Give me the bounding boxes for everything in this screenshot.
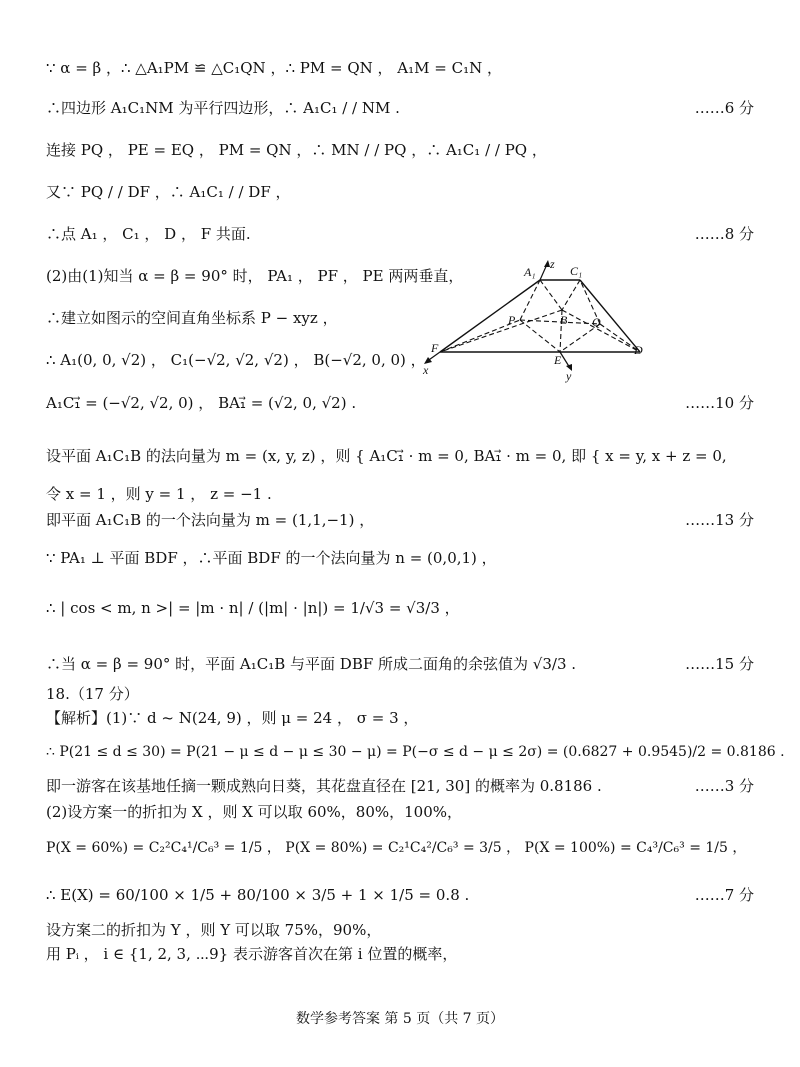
- text-line: ∴ | cos < m, n >| = |m · n| / (|m| · |n|) = 1/√3 = √3/3 ，: [46, 599, 460, 617]
- score-mark: ……13 分: [685, 511, 754, 529]
- text-line: ∴建立如图示的空间直角坐标系 P − xyz ，: [46, 309, 338, 327]
- label-z: z: [550, 258, 555, 271]
- geometry-figure: [420, 258, 660, 383]
- text-line: P(X = 60%) = C₂²C₄¹/C₆³ = 1/5 ， P(X = 80%) = C₂¹C₄²/C₆³ = 3/5 ， P(X = 100%) = C₄³/C₆³ = 1/5 ，: [46, 840, 747, 856]
- page-footer: 数学参考答案 第 5 页（共 7 页）: [295, 1011, 505, 1027]
- text-line: ∴ P(21 ≤ d ≤ 30) = P(21 − μ ≤ d − μ ≤ 30 − μ) = P(−σ ≤ d − μ ≤ 2σ) = (0.6827 + 0.9545)/2 = 0.8186 .: [46, 744, 785, 760]
- label-p: P: [508, 313, 516, 327]
- score-mark: ……8 分: [694, 225, 754, 243]
- text-line: 设方案二的折扣为 Y ，则 Y 可以取 75%，90%，: [46, 921, 382, 939]
- text-line: (2)由(1)知当 α = β = 90° 时， PA₁ ， PF ， PE 两两垂直，: [46, 267, 464, 285]
- text-line: ∴ A₁(0, 0, √2) ， C₁(−√2, √2, √2) ， B(−√2, 0, 0) ，: [46, 351, 426, 369]
- text-line: 又∵ PQ / / DF ，∴ A₁C₁ / / DF ，: [46, 183, 291, 201]
- question-number: 18.（17 分）: [46, 685, 139, 703]
- text-line: ∴当 α = β = 90° 时，平面 A₁C₁B 与平面 DBF 所成二面角的余弦值为 √3/3 .: [46, 655, 577, 673]
- text-line: 即一游客在该基地任摘一颗成熟向日葵，其花盘直径在 [21, 30] 的概率为 0.8186 .: [46, 777, 602, 795]
- score-mark: ……6 分: [694, 99, 754, 117]
- label-b: B: [560, 313, 568, 327]
- label-q: Q: [592, 315, 601, 329]
- score-mark: ……3 分: [694, 777, 754, 795]
- score-mark: ……15 分: [685, 655, 754, 673]
- text-line: 令 x = 1 ，则 y = 1 ， z = −1 .: [46, 485, 272, 503]
- text-line: A₁C₁⃗ = (−√2, √2, 0) ， BA₁⃗ = (√2, 0, √2) .: [46, 394, 357, 412]
- edge-f-a1: [440, 280, 540, 352]
- text-line: 连接 PQ ， PE = EQ ， PM = QN ，∴ MN / / PQ ，∴ A₁C₁ / / PQ ，: [46, 141, 547, 159]
- label-d: D: [634, 343, 643, 357]
- text-line: ∴四边形 A₁C₁NM 为平行四边形，∴ A₁C₁ / / NM .: [46, 99, 400, 117]
- text-line: 【解析】(1)∵ d ~ N(24, 9) ，则 μ = 24 ， σ = 3 ，: [46, 709, 419, 727]
- text-line: (2)设方案一的折扣为 X ，则 X 可以取 60%，80%，100%，: [46, 803, 463, 821]
- label-y: y: [566, 369, 572, 383]
- score-mark: ……7 分: [694, 886, 754, 904]
- text-line: ∴点 A₁ ， C₁ ， D ， F 共面.: [46, 225, 251, 243]
- text-line: ∴ E(X) = 60/100 × 1/5 + 80/100 × 3/5 + 1 × 1/5 = 0.8 .: [46, 886, 470, 904]
- label-x: x: [423, 363, 429, 377]
- label-f: F: [431, 341, 439, 355]
- text-line: ∵ PA₁ ⊥ 平面 BDF ，∴平面 BDF 的一个法向量为 n = (0,0,1) ，: [46, 549, 497, 567]
- text-line: ∵ α = β ，∴ △A₁PM ≌ △C₁QN ，∴ PM = QN ， A₁M = C₁N ，: [46, 59, 502, 77]
- text-line: 用 Pᵢ ， i ∈ {1, 2, 3, ⋯9} 表示游客首次在第 i 位置的概率，: [46, 945, 458, 963]
- score-mark: ……10 分: [685, 394, 754, 412]
- text-line: 即平面 A₁C₁B 的一个法向量为 m = (1,1,−1) ，: [46, 511, 375, 529]
- text-line: 设平面 A₁C₁B 的法向量为 m = (x, y, z) ，则 { A₁C₁⃗ · m = 0, BA₁⃗ · m = 0, 即 { x = y, x + z = 0,: [46, 447, 727, 465]
- label-a1: A₁: [524, 265, 536, 279]
- label-c1: C₁: [570, 264, 583, 278]
- label-e: E: [554, 353, 562, 367]
- edge-c1-d: [580, 280, 640, 352]
